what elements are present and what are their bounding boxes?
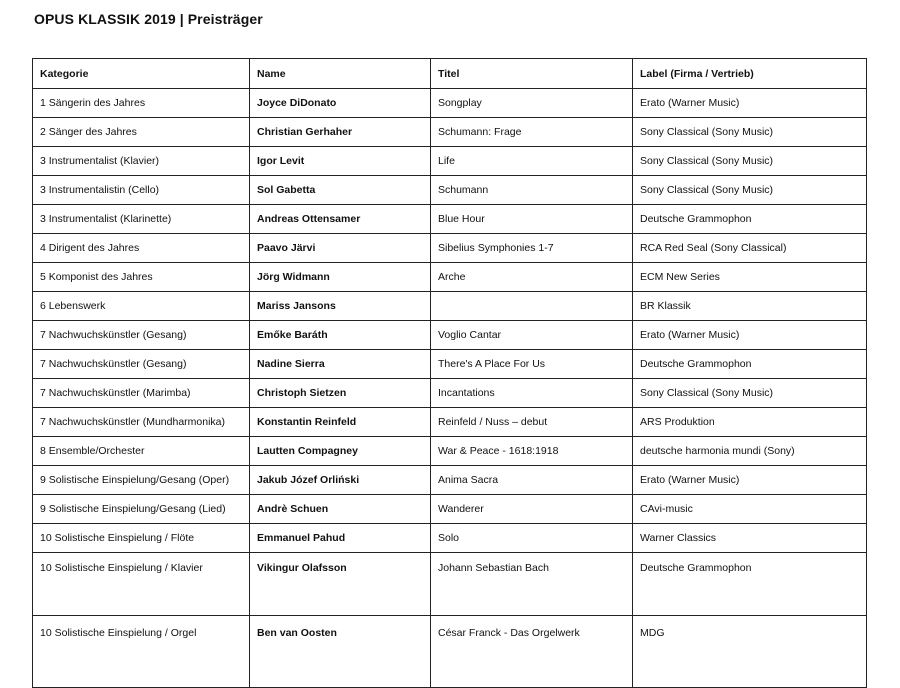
table-row [33,176,867,205]
prize-winners-table [32,58,867,688]
cell-name: Vikingur Olafsson [250,553,431,616]
cell-name: Sol Gabetta [250,176,431,205]
cell-titel: There's A Place For Us [431,350,633,379]
cell-kategorie: 7 Nachwuchskünstler (Marimba) [33,379,250,408]
cell-label: Deutsche Grammophon [633,553,867,616]
table-row [33,118,867,147]
cell-label: Sony Classical (Sony Music) [633,379,867,408]
cell-kategorie: 9 Solistische Einspielung/Gesang (Lied) [33,495,250,524]
cell-label: ARS Produktion [633,408,867,437]
cell-name: Lautten Compagney [250,437,431,466]
cell-titel: Songplay [431,89,633,118]
cell-label: ECM New Series [633,263,867,292]
cell-name: Jörg Widmann [250,263,431,292]
cell-label: Deutsche Grammophon [633,205,867,234]
cell-name: Joyce DiDonato [250,89,431,118]
table-row [33,379,867,408]
cell-titel: Reinfeld / Nuss – debut [431,408,633,437]
cell-titel: Blue Hour [431,205,633,234]
cell-label: Erato (Warner Music) [633,466,867,495]
cell-kategorie: 3 Instrumentalist (Klavier) [33,147,250,176]
table-row [33,321,867,350]
cell-titel: César Franck - Das Orgelwerk [431,616,633,688]
document-title: OPUS KLASSIK 2019 | Preisträger [34,11,263,27]
cell-name: Ben van Oosten [250,616,431,688]
cell-name: Christian Gerhaher [250,118,431,147]
cell-name: Konstantin Reinfeld [250,408,431,437]
cell-kategorie: 7 Nachwuchskünstler (Mundharmonika) [33,408,250,437]
cell-name: Paavo Järvi [250,234,431,263]
cell-titel: Schumann: Frage [431,118,633,147]
cell-kategorie: 2 Sänger des Jahres [33,118,250,147]
cell-kategorie: 6 Lebenswerk [33,292,250,321]
header-label: Label (Firma / Vertrieb) [633,59,867,89]
cell-kategorie: 8 Ensemble/Orchester [33,437,250,466]
cell-kategorie: 10 Solistische Einspielung / Orgel [33,616,250,688]
cell-kategorie: 7 Nachwuchskünstler (Gesang) [33,321,250,350]
cell-label: Sony Classical (Sony Music) [633,118,867,147]
cell-name: Igor Levit [250,147,431,176]
cell-name: Christoph Sietzen [250,379,431,408]
cell-kategorie: 7 Nachwuchskünstler (Gesang) [33,350,250,379]
cell-label: MDG [633,616,867,688]
table-header-row [33,59,867,89]
cell-name: Andrè Schuen [250,495,431,524]
cell-kategorie: 10 Solistische Einspielung / Flöte [33,524,250,553]
cell-titel: Life [431,147,633,176]
table-row [33,350,867,379]
cell-name: Emmanuel Pahud [250,524,431,553]
table-row [33,466,867,495]
cell-kategorie: 9 Solistische Einspielung/Gesang (Oper) [33,466,250,495]
cell-titel: Incantations [431,379,633,408]
cell-titel: Solo [431,524,633,553]
cell-titel: Schumann [431,176,633,205]
cell-name: Emőke Baráth [250,321,431,350]
cell-label: Warner Classics [633,524,867,553]
table-row [33,408,867,437]
table-row [33,89,867,118]
header-titel: Titel [431,59,633,89]
cell-label: CAvi-music [633,495,867,524]
cell-label: Sony Classical (Sony Music) [633,147,867,176]
table-row [33,205,867,234]
cell-kategorie: 5 Komponist des Jahres [33,263,250,292]
cell-name: Mariss Jansons [250,292,431,321]
header-kategorie: Kategorie [33,59,250,89]
cell-label: Sony Classical (Sony Music) [633,176,867,205]
cell-kategorie: 10 Solistische Einspielung / Klavier [33,553,250,616]
cell-name: Jakub Józef Orliński [250,466,431,495]
table-row [33,292,867,321]
cell-name: Nadine Sierra [250,350,431,379]
cell-titel [431,292,633,321]
header-name: Name [250,59,431,89]
cell-label: Erato (Warner Music) [633,89,867,118]
table-row [33,495,867,524]
cell-titel: Johann Sebastian Bach [431,553,633,616]
cell-titel: Arche [431,263,633,292]
cell-titel: Voglio Cantar [431,321,633,350]
cell-kategorie: 1 Sängerin des Jahres [33,89,250,118]
cell-label: Erato (Warner Music) [633,321,867,350]
cell-kategorie: 4 Dirigent des Jahres [33,234,250,263]
cell-kategorie: 3 Instrumentalistin (Cello) [33,176,250,205]
cell-kategorie: 3 Instrumentalist (Klarinette) [33,205,250,234]
table-row [33,524,867,553]
cell-label: BR Klassik [633,292,867,321]
table-row [33,263,867,292]
cell-label: RCA Red Seal (Sony Classical) [633,234,867,263]
cell-label: Deutsche Grammophon [633,350,867,379]
table-row [33,234,867,263]
cell-label: deutsche harmonia mundi (Sony) [633,437,867,466]
cell-titel: Anima Sacra [431,466,633,495]
cell-titel: Wanderer [431,495,633,524]
cell-titel: Sibelius Symphonies 1-7 [431,234,633,263]
cell-name: Andreas Ottensamer [250,205,431,234]
table-row [33,616,867,688]
cell-titel: War & Peace - 1618:1918 [431,437,633,466]
table-row [33,553,867,616]
table-row [33,147,867,176]
table-row [33,437,867,466]
